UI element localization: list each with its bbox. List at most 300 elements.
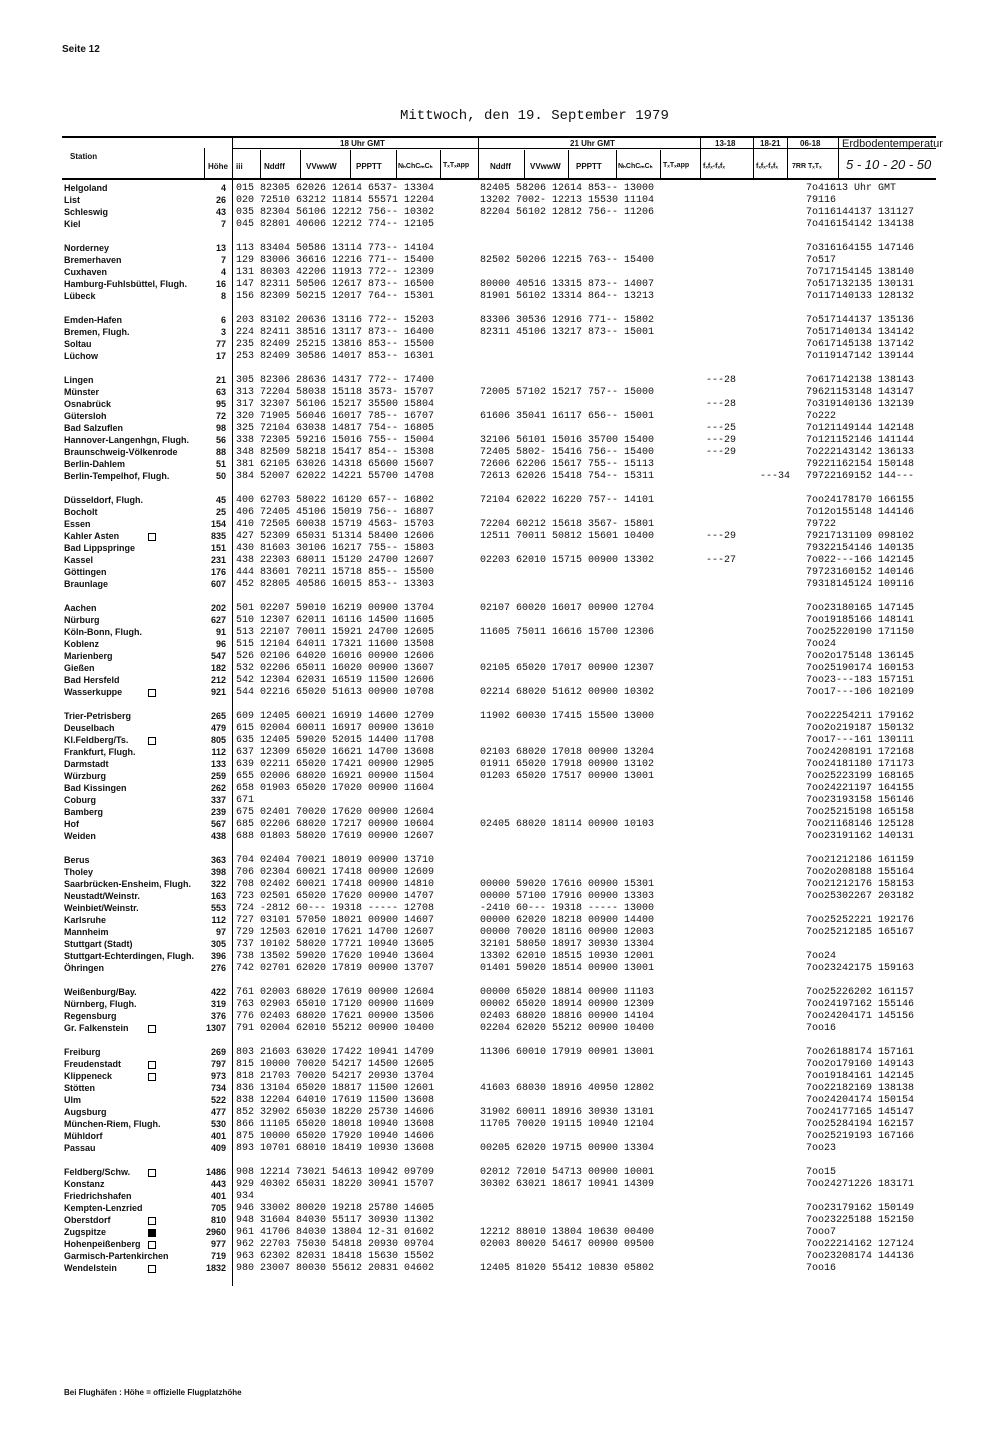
station-name: Stötten — [64, 1083, 95, 1093]
soil-temperature: 214162 127124 — [836, 1239, 915, 1250]
station-height: 16 — [215, 279, 226, 289]
obs-18-utc: 542 12304 62031 16519 11500 12606 — [236, 675, 435, 686]
station-name: Berus — [64, 855, 90, 865]
header-vline — [616, 150, 617, 179]
station-name: Stuttgart (Stadt) — [64, 939, 133, 949]
obs-18-utc: 320 71905 56046 16017 785-- 16707 — [236, 411, 435, 422]
obs-06-18: 7oo25 — [806, 663, 837, 674]
soil-temperature: 145124 109116 — [836, 579, 915, 590]
obs-18-utc: 655 02006 68020 16921 00900 11504 — [236, 771, 435, 782]
station-height: 443 — [210, 1179, 226, 1189]
obs-18-utc: 444 83601 70211 15718 855-- 15500 — [236, 567, 435, 578]
obs-18-utc: 035 82304 56106 12212 756-- 10302 — [236, 207, 435, 218]
station-name: Konstanz — [64, 1179, 105, 1189]
obs-18-utc: 980 23007 80030 55612 20831 04602 — [236, 1263, 435, 1274]
soil-temperature: 208191 172168 — [836, 747, 915, 758]
obs-18-utc: 513 22107 70011 15921 24700 12605 — [236, 627, 435, 638]
obs-06-18: 7o12o — [806, 507, 837, 518]
soil-temperature: 169152 144--- — [836, 471, 915, 482]
station-name: Emden-Hafen — [64, 315, 123, 325]
obs-06-18: 7o416 — [806, 219, 837, 230]
station-height: 6 — [220, 315, 226, 325]
header-sub-06-18: 7RR TₓTₓ — [792, 163, 822, 170]
header-col: NₕChCₘCₕ — [398, 163, 433, 170]
station-name: Bad Hersfeld — [64, 675, 120, 685]
station-height: 810 — [210, 1215, 226, 1225]
soil-temperature: 190174 160153 — [836, 663, 915, 674]
station-name: Cuxhaven — [64, 267, 108, 277]
obs-06-18: 7oo24 — [806, 1095, 837, 1106]
obs-06-18: 7oo2o — [806, 723, 837, 734]
obs-18-utc: 658 01903 65020 17020 00900 11604 — [236, 783, 435, 794]
station-name: Ulm — [64, 1095, 82, 1105]
header-sub-13-18: fₓfₓ-fₓfₓ — [703, 163, 725, 170]
station-name: Münster — [64, 387, 100, 397]
station-height: 269 — [210, 1047, 226, 1057]
obs-06-18: 7o222 — [806, 411, 837, 422]
station-height: 522 — [210, 1095, 226, 1105]
obs-21-utc: 11605 75011 16616 15700 12306 — [480, 627, 655, 638]
obs-18-utc: 015 82305 62026 12614 6537- 13304 — [236, 183, 435, 194]
obs-06-18: 79722 — [806, 471, 837, 482]
obs-06-18: 7o222 — [806, 447, 837, 458]
station-name: Augsburg — [64, 1107, 107, 1117]
header-sub-18-21: fₓfₓ-fₓfₓ — [756, 163, 778, 170]
obs-21-utc: 72204 60212 15618 3567- 15801 — [480, 519, 655, 530]
obs-06-18: 7oo23 — [806, 795, 837, 806]
obs-06-18: 7o022 — [806, 555, 837, 566]
obs-21-utc: 00002 65020 18914 00900 12309 — [480, 999, 655, 1010]
station-name: Freudenstadt — [64, 1059, 122, 1069]
obs-13-18: ---29 — [706, 435, 737, 446]
obs-18-utc: 203 83102 20636 13116 772-- 15203 — [236, 315, 435, 326]
obs-06-18: 7o617 — [806, 375, 837, 386]
open-square-icon — [148, 1073, 156, 1081]
obs-06-18: 7oo22 — [806, 711, 837, 722]
obs-18-utc: 729 12503 62010 17621 14700 12607 — [236, 927, 435, 938]
obs-18-utc: 836 13104 65020 18817 11500 12601 — [236, 1083, 435, 1094]
obs-21-utc: 72104 62022 16220 757-- 14101 — [480, 495, 655, 506]
header-vline — [300, 150, 301, 179]
obs-18-utc: 708 02402 60021 17418 00900 14810 — [236, 879, 435, 890]
obs-18-utc: 875 10000 65020 17920 10940 14606 — [236, 1131, 435, 1142]
obs-21-utc: 82502 50206 12215 763-- 15400 — [480, 255, 655, 266]
obs-18-utc: 929 40302 65031 18220 30941 15707 — [236, 1179, 435, 1190]
station-height: 337 — [210, 795, 226, 805]
header-col: PPPTT — [356, 162, 382, 171]
station-height: 422 — [210, 987, 226, 997]
header-erd-depths: 5 - 10 - 20 - 50 — [846, 157, 932, 172]
open-square-icon — [148, 533, 156, 541]
soil-temperature: 155148 144146 — [836, 507, 915, 518]
station-name: Koblenz — [64, 639, 99, 649]
station-height: 276 — [210, 963, 226, 973]
obs-18-utc: 501 02207 59010 16219 00900 13704 — [236, 603, 435, 614]
obs-18-utc: 113 83404 50586 13114 773-- 14104 — [236, 243, 435, 254]
station-name: Deuselbach — [64, 723, 115, 733]
obs-18-utc: 818 21703 70020 54217 20930 13704 — [236, 1071, 435, 1082]
obs-18-utc: 400 62703 58022 16120 657-- 16802 — [236, 495, 435, 506]
obs-06-18: 7oo24 — [806, 951, 837, 962]
obs-06-18: 79621 — [806, 387, 837, 398]
obs-21-utc: 81901 56102 13314 864-- 13213 — [480, 291, 655, 302]
obs-06-18: 7oo25 — [806, 1131, 837, 1142]
station-name: Klippeneck — [64, 1071, 113, 1081]
obs-21-utc: 02405 68020 18114 00900 10103 — [480, 819, 655, 830]
soil-temperature: 221197 164155 — [836, 783, 915, 794]
obs-18-utc: 948 31604 84030 55117 30930 11302 — [236, 1215, 435, 1226]
obs-06-18: 7o316 — [806, 243, 837, 254]
obs-21-utc: 82405 58206 12614 853-- 13000 — [480, 183, 655, 194]
station-name: List — [64, 195, 81, 205]
soil-temperature: 154142 134138 — [836, 219, 915, 230]
header-col: PPPTT — [576, 162, 602, 171]
obs-21-utc: 72613 62026 15418 754-- 15311 — [480, 471, 655, 482]
soil-temperature: 180165 147145 — [836, 603, 915, 614]
soil-temperature: 179162 150149 — [836, 1203, 915, 1214]
obs-06-18: 7oo24 — [806, 639, 837, 650]
station-name: München-Riem, Flugh. — [64, 1119, 161, 1129]
obs-18-utc: 045 82801 40606 12212 774-- 12105 — [236, 219, 435, 230]
obs-18-utc: 253 82409 30586 14017 853-- 16301 — [236, 351, 435, 362]
header-vline — [440, 150, 441, 179]
station-name: Gr. Falkenstein — [64, 1023, 129, 1033]
station-height: 17 — [215, 351, 226, 361]
obs-18-utc: 724 -2812 60--- 19318 ----- 12708 — [236, 903, 435, 914]
station-name: Stuttgart-Echterdingen, Flugh. — [64, 951, 194, 961]
station-height: 13 — [215, 243, 226, 253]
station-name: Köln-Bonn, Flugh. — [64, 627, 142, 637]
station-name: Darmstadt — [64, 759, 109, 769]
header-vline — [350, 150, 351, 179]
station-name: Weinbiet/Weinstr. — [64, 903, 139, 913]
filled-square-icon — [148, 1229, 156, 1237]
open-square-icon — [148, 689, 156, 697]
soil-temperature: 226202 161157 — [836, 987, 915, 998]
station-height: 1307 — [205, 1023, 226, 1033]
station-height: 98 — [215, 423, 226, 433]
obs-06-18: 79723 — [806, 567, 837, 578]
station-height: 56 — [215, 435, 226, 445]
header-col: Nddff — [490, 162, 511, 171]
station-name: Braunschweig-Völkenrode — [64, 447, 178, 457]
obs-06-18: 7o517 — [806, 279, 837, 290]
soil-temperature: 204171 145156 — [836, 1011, 915, 1022]
station-height: 398 — [210, 867, 226, 877]
station-name: Nürnberg, Flugh. — [64, 999, 137, 1009]
station-name: Essen — [64, 519, 91, 529]
obs-18-utc: 852 32902 65030 18220 25730 14606 — [236, 1107, 435, 1118]
obs-18-utc: 406 72405 45106 15019 756-- 16807 — [236, 507, 435, 518]
obs-06-18: 7o117 — [806, 291, 837, 302]
obs-06-18: 7oo22 — [806, 1239, 837, 1250]
obs-06-18: 7o517 — [806, 315, 837, 326]
obs-06-18: 7oo21 — [806, 855, 837, 866]
soil-temperature: 204174 150154 — [836, 1095, 915, 1106]
soil-temperature: 188174 157161 — [836, 1047, 915, 1058]
obs-06-18: 7oo21 — [806, 819, 837, 830]
obs-21-utc: 32106 56101 15016 35700 15400 — [480, 435, 655, 446]
station-height: 627 — [210, 615, 226, 625]
station-name: Saarbrücken-Ensheim, Flugh. — [64, 879, 192, 889]
obs-13-18: ---29 — [706, 531, 737, 542]
open-square-icon — [148, 1169, 156, 1177]
obs-21-utc: 11705 70020 19115 10940 12104 — [480, 1119, 655, 1130]
obs-21-utc: 02003 80020 54617 00900 09500 — [480, 1239, 655, 1250]
obs-18-utc: 381 62105 63026 14318 65600 15607 — [236, 459, 435, 470]
obs-18-utc: 761 02003 68020 17619 00900 12604 — [236, 987, 435, 998]
obs-06-18: 7oo25 — [806, 771, 837, 782]
soil-temperature: 142138 138143 — [836, 375, 915, 386]
obs-13-18: ---28 — [706, 375, 737, 386]
soil-temperature: 242175 159163 — [836, 963, 915, 974]
obs-18-utc: 609 12405 60021 16919 14600 12709 — [236, 711, 435, 722]
header-erdboden: Erdbodentemperatur — [842, 138, 943, 150]
obs-06-18: 79217 — [806, 531, 837, 542]
header-hoehe: Höhe — [208, 162, 228, 171]
station-name: Osnabrück — [64, 399, 112, 409]
obs-06-18: 79318 — [806, 579, 837, 590]
obs-21-utc: 00000 65020 18814 00900 11103 — [480, 987, 655, 998]
obs-06-18: 7oo23 — [806, 1203, 837, 1214]
obs-18-utc: 893 10701 68010 18419 10930 13608 — [236, 1143, 435, 1154]
header-vline — [396, 150, 397, 179]
obs-06-18: 7o121 — [806, 435, 837, 446]
header-vline — [478, 136, 479, 179]
obs-06-18: 7oo24 — [806, 759, 837, 770]
station-name: Kiel — [64, 219, 81, 229]
station-name: Zugspitze — [64, 1227, 106, 1237]
station-height: 239 — [210, 807, 226, 817]
station-name: Bremerhaven — [64, 255, 122, 265]
soil-temperature: ---183 157151 — [836, 675, 915, 686]
header-mid-rule — [232, 148, 936, 149]
soil-temperature: 197162 155146 — [836, 999, 915, 1010]
obs-06-18: 7oo23 — [806, 963, 837, 974]
obs-06-18: 7oo23 — [806, 603, 837, 614]
station-name: Kempten-Lenzried — [64, 1203, 143, 1213]
soil-temperature: 219193 167166 — [836, 1131, 915, 1142]
obs-06-18: 7oo19 — [806, 1071, 837, 1082]
header-vline — [787, 136, 788, 179]
obs-18-utc: 963 62302 82031 18418 15630 15502 — [236, 1251, 435, 1262]
obs-18-utc: 430 81603 30106 16217 755-- 15803 — [236, 543, 435, 554]
station-name: Friedrichshafen — [64, 1191, 132, 1201]
header-vline — [260, 150, 261, 179]
station-height: 438 — [210, 831, 226, 841]
soil-temperature: 284194 162157 — [836, 1119, 915, 1130]
obs-06-18: 7oo24 — [806, 1179, 837, 1190]
obs-21-utc: 82204 56102 12812 756-- 11206 — [480, 207, 655, 218]
obs-18-utc: 410 72505 60038 15719 4563- 15703 — [236, 519, 435, 530]
station-height: 401 — [210, 1131, 226, 1141]
obs-18-utc: 706 02304 60021 17418 00900 12609 — [236, 867, 435, 878]
station-height: 547 — [210, 651, 226, 661]
station-height: 921 — [210, 687, 226, 697]
obs-18-utc: 338 72305 59216 15016 755-- 15004 — [236, 435, 435, 446]
open-square-icon — [148, 1025, 156, 1033]
obs-18-utc: 452 82805 40586 16015 853-- 13303 — [236, 579, 435, 590]
station-height: 376 — [210, 1011, 226, 1021]
station-height: 154 — [210, 519, 226, 529]
obs-18-21: ---34 — [760, 471, 791, 482]
obs-06-18: 7oo23 — [806, 1251, 837, 1262]
obs-21-utc: 61606 35041 16117 656-- 15001 — [480, 411, 655, 422]
obs-06-18: 7oo26 — [806, 1047, 837, 1058]
obs-06-18: 7oo16 — [806, 1023, 837, 1034]
obs-06-18: 7oo2o — [806, 1059, 837, 1070]
station-height: 401 — [210, 1191, 226, 1201]
station-name: Lübeck — [64, 291, 96, 301]
station-name: Berlin-Dahlem — [64, 459, 126, 469]
station-height: 607 — [210, 579, 226, 589]
station-name: Bad Kissingen — [64, 783, 127, 793]
obs-06-18: 7oo24 — [806, 783, 837, 794]
page-number: Seite 12 — [62, 44, 100, 55]
obs-06-18: 79221 — [806, 459, 837, 470]
soil-temperature: 143142 136133 — [836, 447, 915, 458]
station-height: 112 — [211, 915, 226, 925]
obs-21-utc: 00000 57100 17916 00900 13303 — [480, 891, 655, 902]
obs-21-utc: 02204 62020 55212 00900 10400 — [480, 1023, 655, 1034]
station-height: 45 — [215, 495, 226, 505]
obs-06-18: 7oo2o — [806, 867, 837, 878]
station-name: Passau — [64, 1143, 96, 1153]
obs-21-utc: 72405 5802- 15416 756-- 15400 — [480, 447, 655, 458]
station-height: 77 — [215, 339, 226, 349]
obs-18-utc: 637 12309 65020 16621 14700 13608 — [236, 747, 435, 758]
obs-06-18: 7o121 — [806, 423, 837, 434]
header-group-21: 21 Uhr GMT — [570, 139, 615, 148]
obs-21-utc: 12511 70011 50812 15601 10400 — [480, 531, 655, 542]
open-square-icon — [148, 1217, 156, 1225]
obs-18-utc: 934 — [236, 1191, 255, 1202]
station-height: 50 — [215, 471, 226, 481]
station-name: Freiburg — [64, 1047, 101, 1057]
obs-21-utc: 01911 65020 17918 00900 13102 — [480, 759, 655, 770]
obs-06-18: 7oo24 — [806, 1107, 837, 1118]
station-height: 2960 — [205, 1227, 226, 1237]
header-vline — [700, 136, 701, 179]
station-name: Mannheim — [64, 927, 109, 937]
obs-06-18: 7ooo7 — [806, 1227, 837, 1238]
soil-temperature: 154145 138140 — [836, 267, 915, 278]
station-height: 805 — [210, 735, 226, 745]
obs-18-utc: 544 02216 65020 51613 00900 10708 — [236, 687, 435, 698]
obs-21-utc: 83306 30536 12916 771-- 15802 — [480, 315, 655, 326]
station-height: 212 — [210, 675, 226, 685]
obs-18-utc: 235 82409 25215 13816 853-- 15500 — [236, 339, 435, 350]
station-height: 477 — [210, 1107, 226, 1117]
obs-18-utc: 737 10102 58020 17721 10940 13605 — [236, 939, 435, 950]
obs-21-utc: 01203 65020 17517 00900 13001 — [480, 771, 655, 782]
obs-18-utc: 763 02903 65010 17120 00900 11609 — [236, 999, 435, 1010]
station-name: Karlsruhe — [64, 915, 107, 925]
station-height: 363 — [210, 855, 226, 865]
soil-temperature: 212176 158153 — [836, 879, 915, 890]
station-height: 4 — [220, 183, 226, 193]
soil-temperature: 182169 138138 — [836, 1083, 915, 1094]
station-name: Gießen — [64, 663, 95, 673]
obs-18-utc: 962 22703 75030 54818 20930 09704 — [236, 1239, 435, 1250]
header-vline — [660, 150, 661, 179]
obs-06-18: 7oo23 — [806, 831, 837, 842]
obs-18-utc: 510 12307 62011 16116 14500 11605 — [236, 615, 435, 626]
station-name: Weißenburg/Bay. — [64, 987, 137, 997]
soil-temperature: 215198 165158 — [836, 807, 915, 818]
station-name: Frankfurt, Flugh. — [64, 747, 136, 757]
obs-21-utc: 02107 60020 16017 00900 12704 — [480, 603, 655, 614]
obs-21-utc: 02103 68020 17018 00900 13204 — [480, 747, 655, 758]
obs-21-utc: 82311 45106 13217 873-- 15001 — [480, 327, 655, 338]
obs-18-utc: 791 02004 62010 55212 00900 10400 — [236, 1023, 435, 1034]
station-height: 63 — [215, 387, 226, 397]
obs-06-18: 7o319 — [806, 399, 837, 410]
soil-temperature: 223199 168165 — [836, 771, 915, 782]
station-height: 719 — [210, 1251, 226, 1261]
soil-temperature: 140133 128132 — [836, 291, 915, 302]
station-name: Lüchow — [64, 351, 98, 361]
station-name: Bremen, Flugh. — [64, 327, 130, 337]
obs-18-utc: 317 32307 56106 15217 35500 15804 — [236, 399, 435, 410]
obs-21-utc: 00205 62020 19715 00900 13304 — [480, 1143, 655, 1154]
obs-06-18: 7oo25 — [806, 987, 837, 998]
obs-06-18: 7oo25 — [806, 627, 837, 638]
soil-temperature: 271226 183171 — [836, 1179, 915, 1190]
obs-06-18: 7o617 — [806, 339, 837, 350]
obs-21-utc: 32101 58050 18917 30930 13304 — [480, 939, 655, 950]
soil-temperature: 208174 144136 — [836, 1251, 915, 1262]
station-name: Kl.Feldberg/Ts. — [64, 735, 129, 745]
station-height: 322 — [210, 879, 226, 889]
station-name: Weiden — [64, 831, 96, 841]
soil-temperature: 179160 149143 — [836, 1059, 915, 1070]
obs-06-18: 7oo15 — [806, 1167, 837, 1178]
station-name: Mühldorf — [64, 1131, 103, 1141]
header-col: VVwwW — [530, 162, 561, 171]
obs-18-utc: 348 82509 58218 15417 854-- 15308 — [236, 447, 435, 458]
soil-temperature: 219187 150132 — [836, 723, 915, 734]
obs-21-utc: 72005 57102 15217 757-- 15000 — [480, 387, 655, 398]
obs-18-utc: 325 72104 63038 14817 754-- 16805 — [236, 423, 435, 434]
station-height: 51 — [215, 459, 226, 469]
obs-13-18: ---25 — [706, 423, 737, 434]
obs-06-18: 7o119 — [806, 351, 837, 362]
soil-temperature: 181180 171173 — [836, 759, 915, 770]
obs-18-utc: 685 02206 68020 17217 00900 10604 — [236, 819, 435, 830]
soil-temperature: 153148 143147 — [836, 387, 915, 398]
obs-18-utc: 675 02401 70020 17620 00900 12604 — [236, 807, 435, 818]
station-name: Coburg — [64, 795, 96, 805]
soil-temperature: 164155 147146 — [836, 243, 915, 254]
station-name: Wasserkuppe — [64, 687, 123, 697]
station-name: Norderney — [64, 243, 110, 253]
obs-18-utc: 438 22303 68011 15120 24700 12607 — [236, 555, 435, 566]
obs-06-18: 7o116 — [806, 207, 837, 218]
station-height: 7 — [220, 219, 226, 229]
station-name: Öhringen — [64, 963, 104, 973]
obs-13-18: ---29 — [706, 447, 737, 458]
obs-18-utc: 815 10000 70020 54217 14500 12605 — [236, 1059, 435, 1070]
station-height: 112 — [211, 747, 226, 757]
obs-06-18: 7oo17 — [806, 735, 837, 746]
obs-18-utc: 803 21603 63020 17422 10941 14709 — [236, 1047, 435, 1058]
station-name: Bamberg — [64, 807, 104, 817]
station-height: 43 — [215, 207, 226, 217]
station-height: 97 — [215, 927, 226, 937]
station-height: 835 — [210, 531, 226, 541]
obs-18-utc: 704 02404 70021 18019 00900 13710 — [236, 855, 435, 866]
